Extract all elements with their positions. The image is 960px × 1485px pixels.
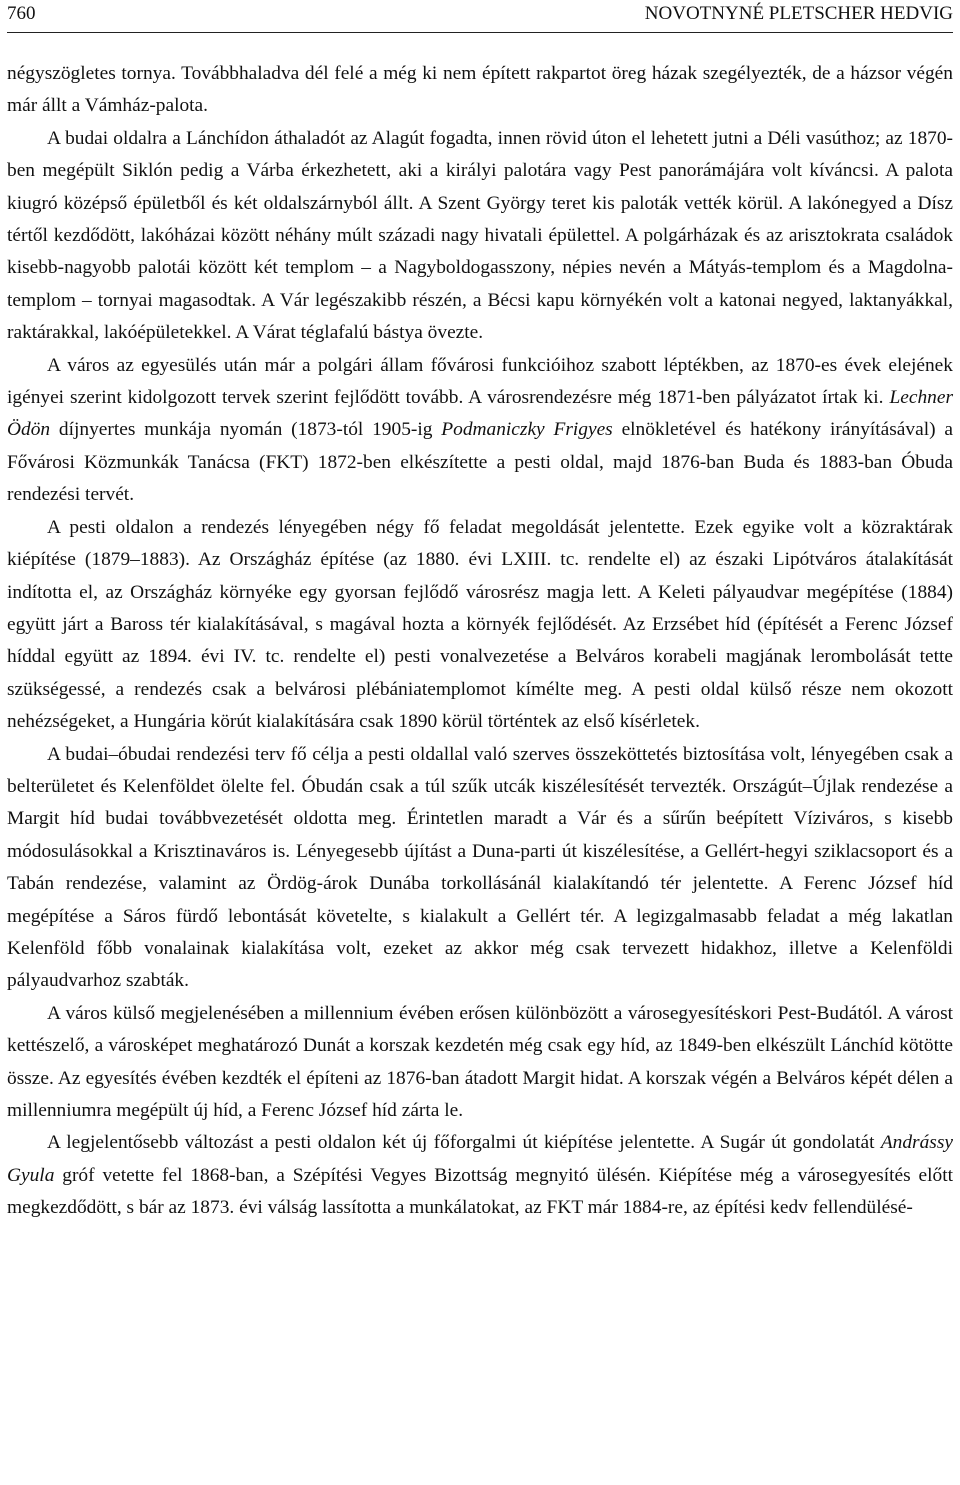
page-header <box>7 0 953 33</box>
italic-name: Podmaniczky Frigyes <box>441 419 613 441</box>
italic-name: Lechner Ödön <box>7 387 953 441</box>
paragraph-1: négyszögletes tornya. Továbbhaladva dél felé a még ki nem épített rakpartot öreg házak szegélyezték, de a házsor végén már állt a Vámház-palota. <box>7 63 953 117</box>
paragraph-6: A város külső megjelenésében a millennium évében erősen különbözött a városegyesítéskori Pest-Budától. A várost kettészelő, a városképet meghatározó Dunát a korszak kezdetén még csak egy híd, az 1849-ben elkészült Lánchíd kötötte össze. Az egyesítés évében kezdték el építeni az 1876-ban átadott Margit hidat. A korszak végén a Belváros képét délen a millenniumra megépült új híd, a Ferenc József híd zárta le. <box>7 1002 953 1121</box>
italic-name: Andrássy Gyula <box>7 1132 953 1186</box>
paragraph-2: A budai oldalra a Lánchídon áthaladót az Alagút fogadta, innen rövid úton el lehetett jutni a Déli vasúthoz; az 1870-ben megépült Siklón pedig a Várba érkezhetett, aki a királyi palotára vagy Pest panorámájára volt kíváncsi. A palota kiugró középső épületből és két oldalszárnyból állt. A Szent György teret kis paloták vették körül. A lakónegyed a Dísz tértől kezdődött, lakóházai között néhány múlt századi nagy hivatali épülettel. A polgárházak és az arisztokrata családok kisebb-nagyobb palotái között két templom – a Nagyboldogasszony, népies nevén a Mátyás-templom és a Magdolna-templom – tornyai magasodtak. A Vár legészakibb részén, a Bécsi kapu környékén volt a katonai negyed, laktanyákkal, raktárakkal, lakóépületekkel. A Várat téglafalú bástya övezte. <box>7 127 953 344</box>
running-head: NOVOTNYNÉ PLETSCHER HEDVIG <box>644 3 953 24</box>
paragraph-5: A budai–óbudai rendezési terv fő célja a pesti oldallal való szerves összeköttetés biztosítása volt, lényegében csak a belterületet és Kelenföldet ölelte fel. Óbudán csak a túl szűk utcák kiszélesítését tervezték. Országút–Újlak rendezése a Margit híd budai továbbvezetését oldotta meg. Érintetlen maradt a Vár és a sűrűn beépített Víziváros, s kisebb módosulásokkal a Krisztinaváros is. Lényegesebb újítást a Duna-parti út kiszélesítése, a Gellért-hegyi sziklacsoport és a Tabán rendezése, valamint az Ördög-árok Dunába torkollásánál kialakítandó tér jelentette. A Ferenc József híd megépítése a Sáros fürdő lebontását követelte, s kialakult a Gellért tér. A legizgalmasabb feladat a még lakatlan Kelenföld főbb vonalainak kialakítása volt, ezeket az akkor még csak tervezett hidakhoz, illetve a Kelenföldi pályaudvarhoz szabták. <box>7 743 953 992</box>
body-text <box>7 58 953 1225</box>
paragraph-4: A pesti oldalon a rendezés lényegében négy fő feladat megoldását jelentette. Ezek egyike volt a közraktárak kiépítése (1879–1883). Az Országház építése (az 1880. évi LXIII. tc. rendelte el) az északi Lipótváros átalakítását indította el, az Országház környéke egy gyorsan fejlődő városrész magja lett. A Keleti pályaudvar megépítése (1884) együtt járt a Baross tér kialakításával, s magával hozta a környék fejlődését. Az Erzsébet híd (építését a Ferenc József híddal együtt az 1894. évi IV. tc. rendelte el) pesti vonalvezetése a Belváros korabeli magjának lerombolását tette szükségessé, a rendezés csak a belvárosi plébániatemplomot kímélte meg. A pesti oldal külső része nem okozott nehézségeket, a Hungária körút kialakítására csak 1890 körül történtek az első kísérletek. <box>7 516 953 733</box>
page-number: 760 <box>7 3 36 24</box>
paragraph-3: A város az egyesülés után már a polgári állam fővárosi funkcióihoz szabott léptékben, az 1870-es évek elejének igényei szerint kidolgozott tervek szerint fejlődött tovább. A városrendezésre még 1871-ben pályázatot írtak ki. Lechner Ödön díjnyertes munkája nyomán (1873-tól 1905-ig Podmaniczky Frigyes elnökletével és hatékony irányításával) a Fővárosi Közmunkák Tanácsa (FKT) 1872-ben elkészítette a pesti oldal, majd 1876-ban Buda és 1883-ban Óbuda rendezési tervét. <box>7 354 954 506</box>
paragraph-7: A legjelentősebb változást a pesti oldalon két új főforgalmi út kiépítése jelentette. A Sugár út gondolatát Andrássy Gyula gróf vetette fel 1868-ban, a Szépítési Vegyes Bizottság megnyitó ülésén. Kiépítése még a városegyesítés előtt megkezdődött, s bár az 1873. évi válság lassította a munkálatokat, az FKT már 1884-re, az építési kedv fellendülésé- <box>7 1132 953 1219</box>
